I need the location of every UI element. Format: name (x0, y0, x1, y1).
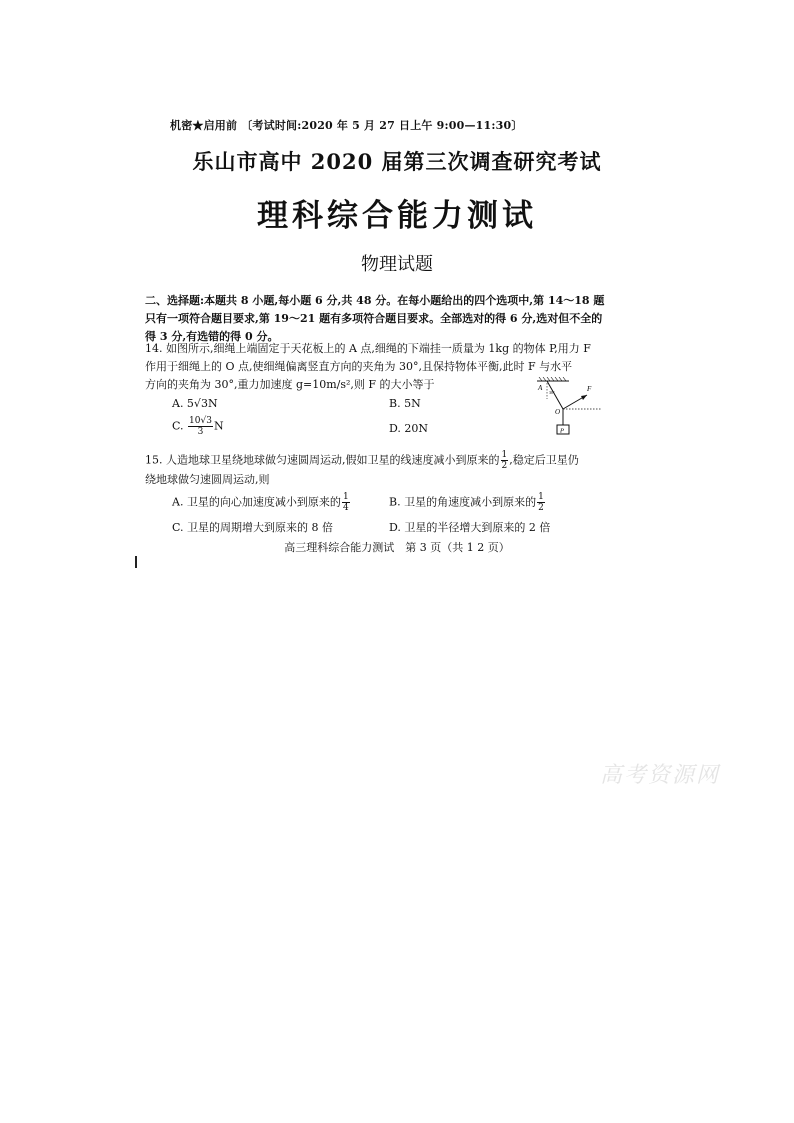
question-14-stem-line: 方向的夹角为 30°,重力加速度 g=10m/s²,则 F 的大小等于 (145, 378, 435, 391)
option-a-text: A. 卫星的向心加速度减小到原来的 (172, 495, 341, 509)
section-heading: 二、选择题:本题共 8 小题,每小题 6 分,共 48 分。在每小题给出的四个选项中,第 14～18 题只有一项符合题目要求,第 19～21 题有多项符合题目要求。全部选对的得 6 分,选对但不全的得 3 分,有选错的得 0 分。 (145, 294, 605, 343)
exam-main-title: 乐山市高中 2020 届第三次调查研究考试 (192, 149, 602, 174)
watermark: 高考资源网 (600, 763, 721, 788)
fraction-numerator: 1 (538, 492, 544, 502)
option-b-text: B. 卫星的角速度减小到原来的 (389, 495, 537, 509)
margin-mark (135, 556, 137, 568)
question-15-stem-pre: 15. 人造地球卫星绕地球做匀速圆周运动,假如卫星的线速度减小到原来的 (145, 453, 500, 467)
option-c-fraction (188, 416, 213, 437)
figure-angle-label: 30° (549, 390, 555, 395)
fraction-denominator: 4 (342, 503, 349, 513)
figure-label-o: O (555, 408, 561, 416)
question-15-option-b (389, 492, 546, 513)
question-15-option-c: C. 卫星的周期增大到原来的 8 倍 (172, 521, 334, 534)
question-14-figure (535, 377, 605, 437)
figure-label-a: A (538, 384, 543, 392)
question-14-option-b: B. 5N (389, 397, 421, 410)
fraction-denominator: 2 (538, 503, 544, 513)
subject-title: 物理试题 (361, 254, 433, 275)
question-15-stem-line (145, 450, 615, 471)
question-15-stem (145, 450, 615, 489)
exam-header-line: 机密★启用前 〔考试时间:2020 年 5 月 27 日上午 9:00—11:30〕 (170, 119, 523, 132)
option-c-unit: N (213, 419, 224, 433)
fraction-numerator: 1 (501, 450, 508, 460)
question-14-option-c (172, 416, 224, 437)
page-footer: 高三理科综合能力测试 第 3 页（共 1 2 页） (284, 541, 510, 554)
option-b-fraction (537, 492, 545, 513)
figure-label-p: P (560, 427, 564, 435)
figure-label-f: F (587, 385, 592, 393)
fraction-numerator: 10√3 (189, 416, 212, 426)
question-15-option-a (172, 492, 351, 513)
question-15-stem-post: ,稳定后卫星仍 (509, 453, 579, 467)
question-15-fraction (501, 450, 509, 471)
question-15-stem-line: 绕地球做匀速圆周运动,则 (145, 473, 270, 486)
fraction-denominator: 2 (501, 461, 508, 471)
option-a-fraction (342, 492, 350, 513)
question-14-stem-line: 作用于细绳上的 O 点,使细绳偏离竖直方向的夹角为 30°,且保持物体平衡,此时 F 与水平 (145, 360, 573, 373)
fraction-denominator: 3 (197, 427, 204, 437)
question-15-option-d: D. 卫星的半径增大到原来的 2 倍 (389, 521, 551, 534)
option-c-prefix: C. (172, 419, 184, 433)
question-14-stem-line: 14. 如图所示,细绳上端固定于天花板上的 A 点,细绳的下端挂一质量为 1kg 的物体 P,用力 F (145, 342, 591, 355)
question-14-option-d: D. 20N (389, 422, 429, 435)
exam-sub-title: 理科综合能力测试 (257, 198, 537, 234)
fraction-numerator: 1 (342, 492, 349, 502)
question-14-option-a: A. 5√3N (172, 397, 218, 410)
